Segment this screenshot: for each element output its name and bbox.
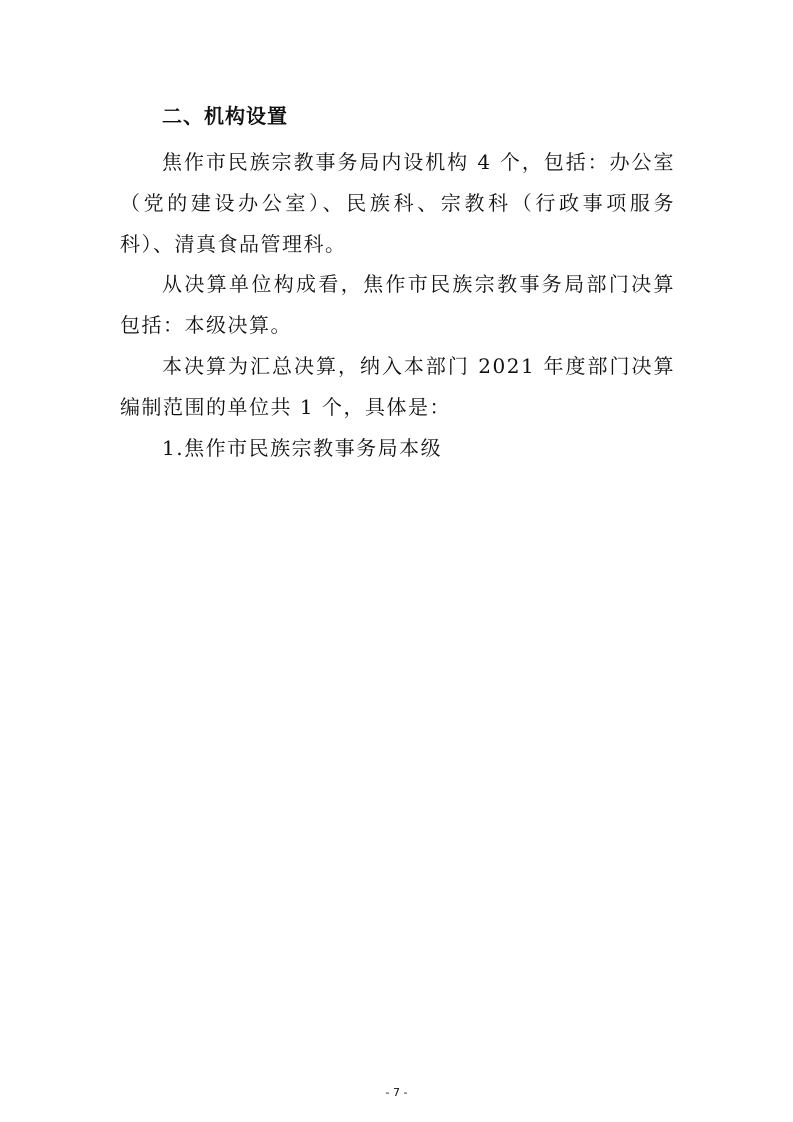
page-number: - 7 - bbox=[385, 1086, 408, 1099]
paragraph-unit-list-item: 1.焦作市民族宗教事务局本级 bbox=[162, 435, 443, 460]
paragraph-institutions: 焦作市民族宗教事务局内设机构 4 个，包括：办公室（党的建设办公室）、民族科、宗教科（行政事项服务科）、清真食品管理科。 bbox=[120, 150, 675, 256]
section-heading: 二、机构设置 bbox=[162, 104, 288, 128]
paragraph-scope: 本决算为汇总决算，纳入本部门 2021 年度部门决算编制范围的单位共 1 个，具体是： bbox=[120, 353, 675, 419]
section-body bbox=[120, 142, 675, 468]
paragraph-unit-composition: 从决算单位构成看，焦作市民族宗教事务局部门决算包括：本级决算。 bbox=[120, 272, 675, 338]
